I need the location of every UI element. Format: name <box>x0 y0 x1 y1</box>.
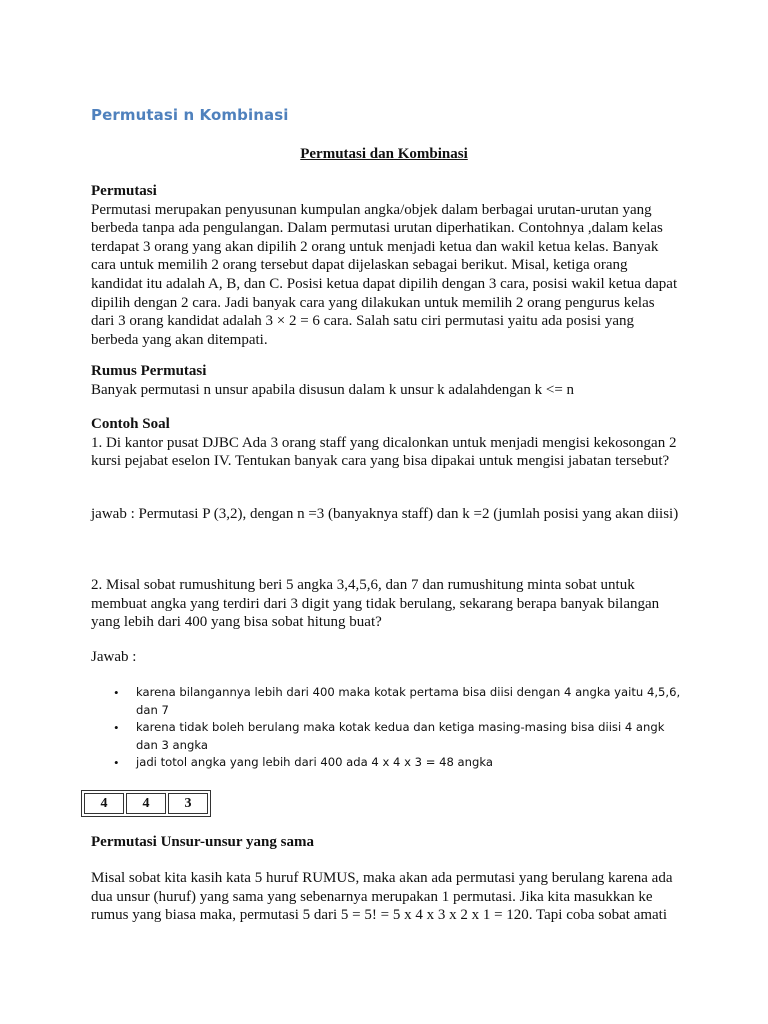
section-unsur-sama <box>91 833 681 852</box>
section-permutasi <box>91 182 681 349</box>
document-title: Permutasi dan Kombinasi <box>300 146 468 162</box>
answer-2-label: Jawab : <box>91 649 137 665</box>
paragraph: Misal sobat kita kasih kata 5 huruf RUMUS, maka akan ada permutasi yang berulang karena ada dua unsur (huruf) yang sama yang sebenarnya merupakan 1 permutasi. Jika kita masukkan ke rumus yang biasa maka, permutasi 5 dari 5 = 5! = 5 x 4 x 3 x 2 x 1 = 120. Tapi coba sobat amati <box>91 870 673 924</box>
bullet-icon: • <box>114 755 119 770</box>
section-title: Contoh Soal <box>91 416 170 432</box>
bullet-icon: • <box>114 720 119 735</box>
list-item-text: karena tidak boleh berulang maka kotak kedua dan ketiga masing-masing bisa diisi 4 angk dan 3 angka <box>136 720 665 752</box>
answer-1: jawab : Permutasi P (3,2), dengan n =3 (banyaknya staff) dan k =2 (jumlah posisi yang akan diisi) <box>91 506 679 522</box>
unsur-sama-body-block <box>91 869 681 925</box>
document-heading: Permutasi n Kombinasi <box>91 106 289 124</box>
list-item-text: karena bilangannya lebih dari 400 maka kotak pertama bisa diisi dengan 4 angka yaitu 4,5,6, dan 7 <box>136 685 681 717</box>
list-item-text: jadi totol angka yang lebih dari 400 ada 4 x 4 x 3 = 48 angka <box>136 755 493 769</box>
answer-2-bullet-list <box>112 684 687 772</box>
answer-1-block <box>91 505 681 524</box>
question-1: 1. Di kantor pusat DJBC Ada 3 orang staff yang dicalonkan untuk menjadi mengisi kekosongan 2 kursi pejabat eselon IV. Tentukan banyak cara yang bisa dipakai untuk mengisi jabatan tersebut? <box>91 434 677 470</box>
paragraph: Permutasi merupakan penyusunan kumpulan angka/objek dalam berbagai urutan-urutan yang berbeda tanpa ada pengulangan. Dalam permutasi urutan diperhatikan. Contohnya ,dalam kelas terdapat 3 orang yang akan dipilih 2 orang untuk menjadi ketua dan wakil ketua kelas. Banyak cara untuk memilih 2 orang tersebut dapat dijelaskan sebagai berikut. Misal, ketiga orang kandidat itu adalah A, B, dan C. Posisi ketua dapat dipilih dengan 3 cara, posisi wakil ketua dapat dipilih dengan 2 cara. Jadi banyak cara yang dilakukan untuk memilih 2 orang pengurus kelas dari 3 orang kandidat adalah 3 × 2 = 6 cara. Salah satu ciri permutasi yaitu ada posisi yang berbeda yang akan ditempati. <box>91 201 678 348</box>
question-2-block <box>91 576 681 632</box>
section-title: Permutasi Unsur-unsur yang sama <box>91 834 314 850</box>
digit-box: 4 <box>84 793 124 814</box>
list-item <box>112 684 687 719</box>
section-rumus <box>91 362 681 399</box>
digit-box: 3 <box>168 793 208 814</box>
answer-2-label-block <box>91 648 681 667</box>
digit-box: 4 <box>126 793 166 814</box>
question-2: 2. Misal sobat rumushitung beri 5 angka 3,4,5,6, dan 7 dan rumushitung minta sobat untuk membuat angka yang terdiri dari 3 digit yang tidak berulang, sekarang berapa banyak bilangan yang lebih dari 400 yang bisa sobat hitung buat? <box>91 577 660 631</box>
section-contoh-soal <box>91 415 681 471</box>
table-row <box>84 793 208 814</box>
section-title: Permutasi <box>91 183 157 199</box>
bullet-icon: • <box>114 685 119 700</box>
digit-box-table <box>81 790 211 817</box>
list-item <box>112 754 687 772</box>
list-item <box>112 719 687 754</box>
section-title: Rumus Permutasi <box>91 363 207 379</box>
paragraph: Banyak permutasi n unsur apabila disusun dalam k unsur k adalahdengan k <= n <box>91 381 575 398</box>
